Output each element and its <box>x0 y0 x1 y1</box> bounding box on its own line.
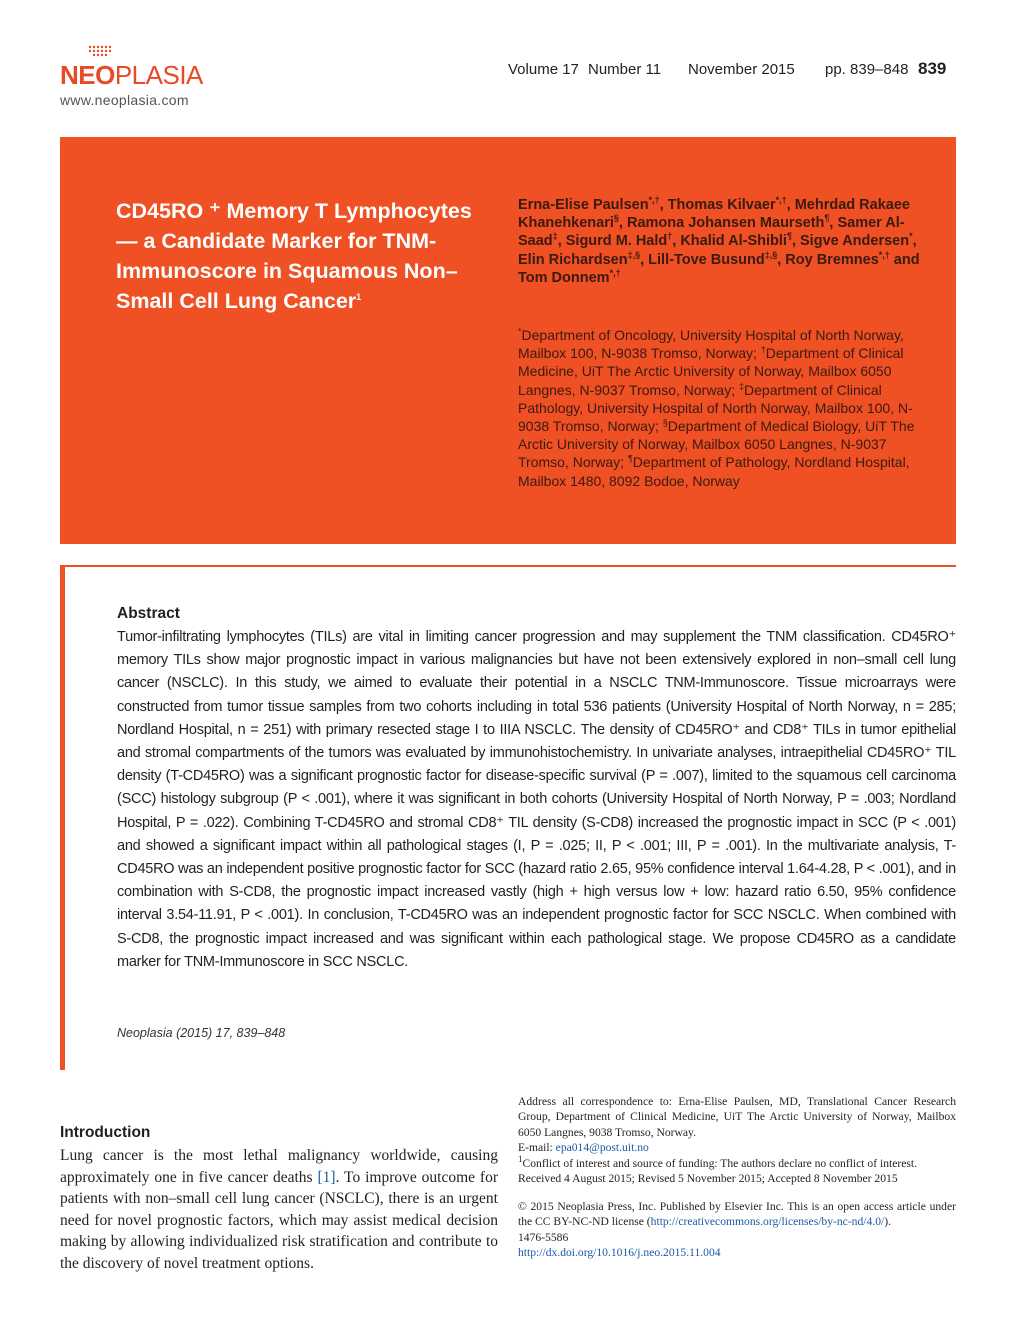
author-affiliation-mark: ‡,§ <box>627 249 641 260</box>
author-list <box>518 196 928 287</box>
author-separator: , <box>659 197 668 213</box>
email-link[interactable]: epa014@post.uit.no <box>555 1141 649 1154</box>
author-separator: , <box>829 215 838 232</box>
abstract-heading: Abstract <box>117 605 180 622</box>
author-name[interactable]: Roy Bremnes <box>785 251 879 268</box>
license-link[interactable]: http://creativecommons.org/licenses/by-nc-nd/4.0/ <box>650 1215 885 1229</box>
author-separator: , <box>786 197 795 213</box>
abstract-top-rule <box>60 565 956 567</box>
author-affiliation-mark: *,† <box>609 267 621 278</box>
abstract-body: Tumor-infiltrating lymphocytes (TILs) are vital in limiting cancer progression and may supplement the TNM classification. CD45RO⁺ memory TILs show major prognostic impact in various malignancies but have not been extensively explored in non–small cell lung cancer (NSCLC). In this study, we aimed to evaluate their potential in a NSCLC TNM-Immunoscore. Tissue microarrays were constructed from tumor tissue samples from two cohorts including in total 536 patients (University Hospital of North Norway, n = 285; Nordland Hospital, n = 251) with primary resected stage I to IIIA NSCLC. The density of CD45RO⁺ and CD8⁺ TILs in tumor epithelial and stromal compartments of the tumors was evaluated by immunohistochemistry. In univariate analyses, intraepithelial CD45RO⁺ TIL density (T-CD45RO) was a significant prognostic factor for disease-specific survival (P = .007), limited to the squamous cell carcinoma (SCC) histology subgroup (P < .001), where it was significant in both cohorts (University Hospital of North Norway, P = .003; Nordland Hospital, P = .022). Combining T-CD45RO and stromal CD8⁺ TIL density (S-CD8) increased the prognostic impact in SCC (P < .001) and showed a significant impact within all pathological stages (I, P = .025; II, P < .001; III, P = .001). In the multivariate analysis, T-CD45RO was an independent positive prognostic factor for SCC (hazard ratio 2.65, 95% confidence interval 1.64-4.28, P < .001), and in combination with S-CD8, the prognostic impact increased vastly (high + high versus low + low: hazard ratio 6.50, 95% confidence interval 3.54-11.91, P < .001). In conclusion, T-CD45RO was an independent prognostic factor for SCC NSCLC. When combined with S-CD8, the prognostic impact increased and was significant within each pathological stage. We propose CD45RO as a candidate marker for TNM-Immunoscore in SCC NSCLC. <box>117 629 957 970</box>
author-entry <box>785 249 920 268</box>
license-text: © 2015 Neoplasia Press, Inc. Published by Elsevier Inc. This is an open access article under the CC BY-NC-ND license ( <box>518 1200 956 1229</box>
introduction-body <box>60 1145 498 1275</box>
author-affiliation-mark: ‡,§ <box>764 249 778 260</box>
author-name[interactable]: Mehrdad Rakaee Khanehkenari <box>518 197 910 232</box>
journal-number: Number 11 <box>588 61 662 78</box>
intro-text-1: Lung cancer is the most lethal malignancy worldwide, causing approximately one in five cancer deaths <box>60 1147 498 1186</box>
author-name[interactable]: Sigurd M. Hald <box>565 233 668 250</box>
author-entry <box>627 215 838 231</box>
author-name[interactable]: Lill-Tove Busund <box>648 251 765 268</box>
conflict-statement <box>518 1156 956 1171</box>
issn: 1476-5586 <box>518 1231 569 1244</box>
article-title <box>116 196 496 316</box>
logo-wordmark <box>60 62 203 88</box>
author-affiliation-mark: * <box>909 231 913 242</box>
correspondence-address: Address all correspondence to: Erna-Elise Paulsen, MD, Translational Cancer Research Group, Department of Clinical Medicine, UiT The Arctic University of Norway, Mailbox 6050 Langnes, 9038 Tromso, Norway. <box>518 1095 956 1139</box>
author-separator: , <box>672 233 681 250</box>
author-affiliation-mark: ¶ <box>824 213 830 224</box>
affiliation-text: Department of Oncology, University Hospital of North Norway, Mailbox 100, N-9038 Tromso, Norway; <box>518 327 904 362</box>
author-entry <box>800 233 917 249</box>
article-title-text: CD45RO ⁺ Memory T Lymphocytes — a Candidate Marker for TNM-Immunoscore in Squamous Non–Small Cell Lung Cancer <box>116 199 472 313</box>
author-entry <box>566 233 681 249</box>
affiliation-mark: † <box>760 344 766 355</box>
author-entry <box>668 197 795 213</box>
affiliation-mark: § <box>662 417 668 428</box>
author-entry <box>680 233 800 249</box>
author-affiliation-mark: *,† <box>878 249 890 260</box>
article-citation: Neoplasia (2015) 17, 839–848 <box>117 1026 286 1040</box>
license-end: ). <box>884 1215 891 1229</box>
correspondence-email <box>518 1140 956 1155</box>
author-separator: and <box>889 251 920 268</box>
affiliation-text: Department of Clinical Pathology, University Hospital of North Norway, Mailbox 100, N-9038 Tromso, Norway; <box>518 381 913 435</box>
author-separator: , <box>912 233 917 250</box>
author-name[interactable]: Ramona Johansen Maurseth <box>626 215 825 232</box>
author-name[interactable]: Erna-Elise Paulsen <box>518 197 649 213</box>
page-number: 839 <box>918 59 947 78</box>
author-name[interactable]: Khalid Al-Shibli <box>680 233 787 250</box>
journal-volume: Volume 17 <box>508 61 579 78</box>
conflict-footnote-mark: 1 <box>518 1154 523 1165</box>
author-entry <box>648 249 786 268</box>
doi-link[interactable] <box>518 1245 956 1260</box>
author-separator: , <box>618 215 627 232</box>
license-statement <box>518 1199 956 1230</box>
author-affiliation-mark: † <box>667 231 673 242</box>
logo-neo: NEO <box>60 60 115 90</box>
author-name[interactable]: Tom Donnem <box>518 269 610 286</box>
author-name[interactable]: Sigve Andersen <box>800 233 910 250</box>
author-affiliation-mark: § <box>613 213 619 224</box>
affiliation-list <box>518 326 923 490</box>
author-entry <box>518 197 668 213</box>
affiliation-text: Department of Medical Biology, UiT The Arctic University of Norway, Mailbox 6050 Langnes, N-9037 Tromso, Norway; <box>518 418 915 471</box>
abstract-side-rule <box>60 565 65 1070</box>
journal-pages: pp. 839–848 <box>825 61 909 78</box>
affiliation-mark: ‡ <box>739 380 745 391</box>
author-separator: , <box>640 251 649 268</box>
author-name[interactable]: Samer Al-Saad <box>518 215 905 250</box>
neoplasia-logo <box>60 44 210 88</box>
reference-link[interactable]: [1] <box>317 1168 336 1186</box>
author-entry <box>518 249 649 268</box>
author-affiliation-mark: *,† <box>775 195 787 206</box>
author-name[interactable]: Elin Richardsen <box>518 251 628 268</box>
conflict-text: Conflict of interest and source of funding: The authors declare no conflict of interest. <box>522 1157 917 1170</box>
introduction-heading: Introduction <box>60 1124 151 1141</box>
logo-plasia: PLASIA <box>114 60 203 90</box>
author-separator: , <box>557 233 566 250</box>
author-affiliation-mark: ‡ <box>552 231 558 242</box>
affiliation-text: Department of Pathology, Nordland Hospital, Mailbox 1480, 8092 Bodoe, Norway <box>518 454 910 489</box>
author-affiliation-mark: *,† <box>648 195 660 206</box>
author-affiliation-mark: ¶ <box>786 231 792 242</box>
journal-date: November 2015 <box>688 61 795 78</box>
title-footnote-mark: 1 <box>356 291 362 302</box>
article-dates: Received 4 August 2015; Revised 5 November 2015; Accepted 8 November 2015 <box>518 1172 898 1185</box>
affiliation-mark: * <box>518 326 522 337</box>
site-url[interactable]: www.neoplasia.com <box>60 92 189 108</box>
author-separator: , <box>791 233 801 250</box>
intro-text-2: . To improve outcome for patients with non–small cell lung cancer (NSCLC), there is an urgent need for novel prognostic factors, which may assist medical decision making by allowing individualized risk stratification and contribute to the discovery of novel treatment options. <box>60 1168 498 1272</box>
email-label: E-mail: <box>518 1141 556 1154</box>
doi-text[interactable]: http://dx.doi.org/10.1016/j.neo.2015.11.004 <box>518 1246 721 1259</box>
affiliation-text: Department of Clinical Medicine, UiT The Arctic University of Norway, Mailbox 6050 Langnes, N-9037 Tromso, Norway; <box>518 345 904 398</box>
affiliation-mark: ¶ <box>627 453 633 464</box>
author-entry <box>518 267 621 286</box>
author-name[interactable]: Thomas Kilvaer <box>667 197 776 213</box>
author-separator: , <box>777 251 786 268</box>
